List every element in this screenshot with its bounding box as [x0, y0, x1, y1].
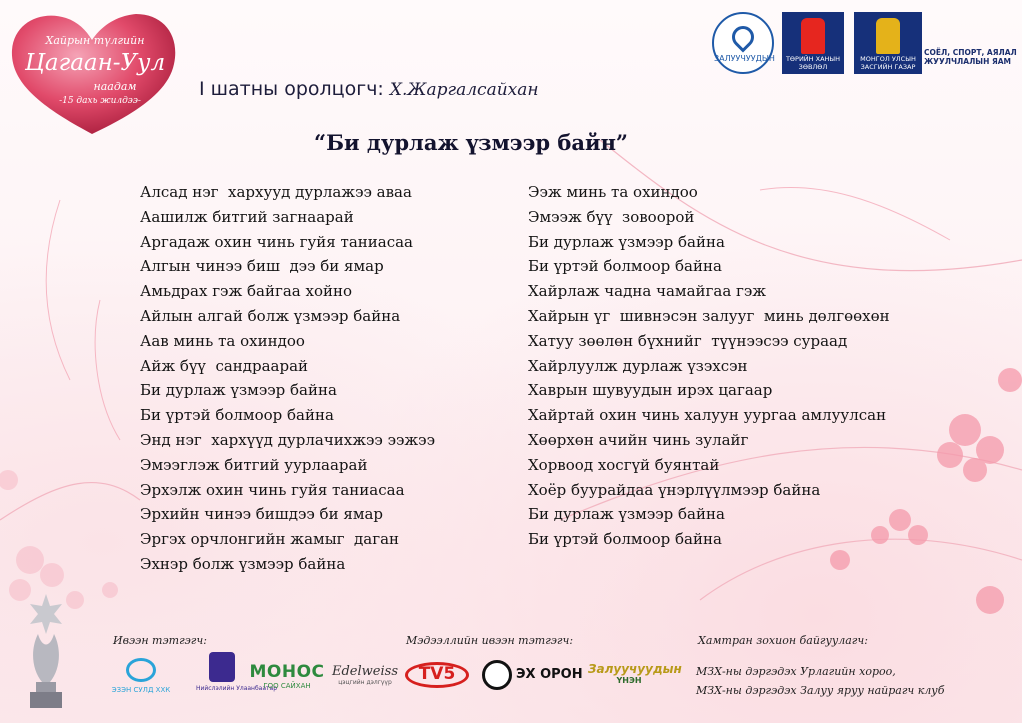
poem-line: Би үртэй болмоор байна [528, 257, 722, 276]
coorganizer-label: Хамтран зохион байгуулагч: [698, 634, 868, 647]
flower-cluster-left [0, 470, 118, 609]
zaluuchuud-sub: ҮНЭН [616, 676, 642, 685]
poem-line: Хөөрхөн ачийн чинь зулайг [528, 430, 749, 449]
ulaanbaatar-text: Нийслэлийн Улаанбаатар [196, 685, 278, 692]
poem-line: Аав минь та охиндоо [140, 331, 305, 350]
poem-line: Эрхийн чинээ бишдээ би ямар [140, 505, 384, 524]
poem-line: Хайрын үг шивнэсэн залууг минь дөлгөөхөн [528, 306, 890, 325]
poem-line: Алсад нэг хархууд дурлажээ аваа [140, 183, 412, 201]
tv5-logo [405, 662, 469, 688]
monos-logo [248, 662, 326, 690]
poem-line: Хайртай охин чинь халуун уургаа амлуулсан [528, 406, 887, 425]
poem-line: Хайрлуулж дурлаж үзэхсэн [528, 356, 748, 375]
poem-line: Би дурлаж үзмээр байна [140, 381, 337, 400]
eh-oron-name: ЭХ ОРОН [516, 667, 583, 682]
poem-line: Би үртэй болмоор байна [528, 530, 722, 549]
youth-federation-logo [712, 12, 774, 74]
coorganizer-list [696, 662, 944, 700]
eh-oron-ball-icon [482, 660, 512, 690]
heart-logo-line1: Хайрын түлгийн [45, 34, 145, 47]
poem-line: Би дурлаж үзмээр байна [528, 232, 725, 251]
zaluuchuud-unen-logo [588, 662, 682, 685]
heart-logo-line2: Цагаан-Уул [24, 50, 166, 76]
government-caption: МОНГОЛ УЛСЫН ЗАСГИЙН ГАЗАР [860, 55, 916, 71]
poem-line: Хатуу зөөлөн бүхнийг түүнээсээ сураад [528, 331, 848, 350]
poem-line: Эхнэр болж үзмээр байна [140, 554, 346, 573]
edelweiss-sub: цэцгийн дэлгүүр [338, 679, 392, 686]
poem-title: “Би дурлаж үзмээр байн” [314, 130, 629, 155]
poem-line: Алгын чинээ биш дээ би ямар [140, 257, 384, 276]
poem-line: Энд нэг хархүүд дурлачихжээ ээжээ [140, 430, 435, 449]
ministry-name: СОЁЛ, СПОРТ, АЯЛАЛ ЖУУЛЧЛАЛЫН ЯАМ [924, 48, 1017, 66]
edelweiss-logo [332, 664, 398, 686]
edelweiss-name: Edelweiss [332, 664, 398, 679]
eezen-suld-icon [126, 658, 156, 682]
poem-line: Би үртэй болмоор байна [140, 406, 334, 425]
poem-line: Хаврын шувуудын ирэх цагаар [528, 381, 773, 400]
soyombo-icon [876, 18, 900, 54]
drop-icon [727, 21, 758, 52]
participant-line [199, 78, 539, 100]
monos-name: МОНОС [249, 662, 325, 682]
poem-line: Эмээж бүү зовоорой [528, 207, 695, 226]
award-statue-icon [16, 590, 76, 714]
ulaanbaatar-icon [209, 652, 235, 682]
heart-logo-line3: наадам [93, 80, 137, 93]
poem-line: Айлын алгай болж үзмээр байна [140, 306, 401, 325]
poem-line: Айж бүү сандраарай [140, 356, 309, 375]
youth-federation-text: ЗАЛУУЧУУДЫН [714, 54, 775, 63]
ulaanbaatar-logo [196, 652, 278, 692]
zaluuchuud-name: Залуучуудын [588, 662, 682, 676]
poem-line: Ээж минь та охиндоо [528, 183, 698, 201]
coorganizer-item: МЗХ-ны дэргэдэх Урлагийн хороо, [696, 665, 896, 678]
poem-line: Аашилж битгий загнаарай [140, 207, 354, 226]
sponsor-label: Ивээн тэтгэгч: [113, 634, 207, 647]
media-sponsor-label: Мэдээллийн ивээн тэтгэгч: [406, 634, 574, 647]
poem-line: Хорвоод хосгүй буянтай [528, 455, 720, 474]
poem-left-column [140, 180, 435, 577]
poem-line: Эргэх орчлонгийн жамыг даган [140, 530, 400, 549]
soyombo-icon [801, 18, 825, 54]
state-council-logo [782, 12, 844, 74]
eezen-suld-text: ЭЗЭН СУЛД ХХК [111, 686, 171, 694]
monos-sub: ГОО САЙХАН [263, 682, 311, 690]
tv5-name: TV5 [418, 664, 456, 684]
heart-logo-line4: -15 дахь жилдээ- [59, 96, 141, 106]
poem-line: Эрхэлж охин чинь гуйя таниасаа [140, 480, 405, 499]
government-logo [854, 12, 922, 74]
eezen-suld-logo [110, 658, 172, 694]
poem-line: Аргадаж охин чинь гуйя таниасаа [140, 232, 413, 251]
eh-oron-logo [482, 660, 583, 690]
state-council-caption: ТӨРИЙН ХАНЫН ЗӨВЛӨЛ [785, 55, 841, 71]
poem-line: Би дурлаж үзмээр байна [528, 505, 725, 524]
poem-right-column [528, 180, 890, 552]
poem-line: Амьдрах гэж байгаа хойно [140, 282, 353, 301]
participant-name: Х.Жаргалсайхан [389, 80, 539, 100]
coorganizer-item: МЗХ-ны дэргэдэх Залуу яруу найрагч клуб [696, 684, 945, 697]
participant-label: I шатны оролцогч: [199, 78, 384, 100]
poem-line: Хоёр буурайдаа үнэрлүүлмээр байна [528, 480, 821, 499]
poem-line: Хайрлаж чадна чамайгаа гэж [528, 282, 767, 301]
poem-line: Эмээглэж битгий уурлаарай [140, 455, 368, 474]
